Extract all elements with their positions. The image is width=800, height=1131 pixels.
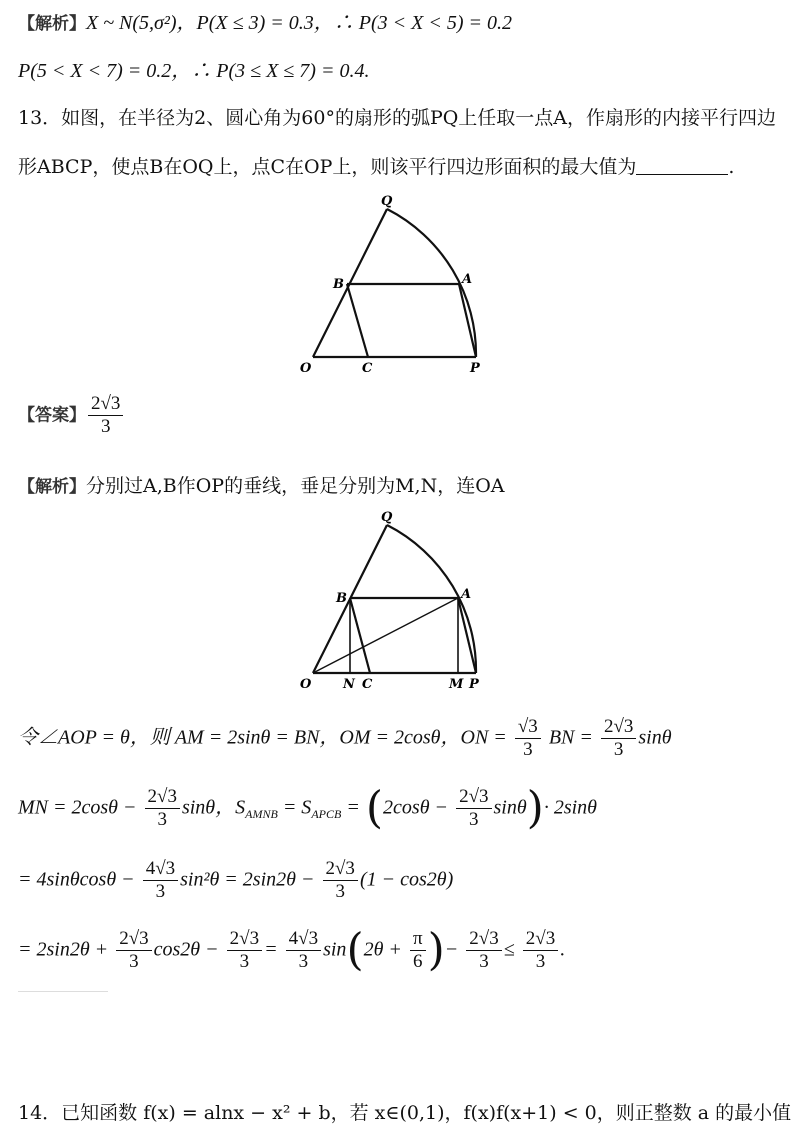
num: 4√3 [286, 928, 321, 951]
den: 3 [157, 808, 167, 830]
segment-OA [313, 598, 458, 673]
label-M-2: M [449, 677, 464, 692]
sol3-part-c: (1 − cos2θ) [359, 868, 454, 891]
sol4-frac-5 [523, 928, 558, 973]
sol4-frac-4 [466, 928, 501, 973]
prev-formula-2: P(5 < X < 7) = 0.2，∴ P(3 ≤ X ≤ 7) = 0.4. [18, 60, 370, 82]
label-B: B [333, 277, 344, 292]
answer-numerator: 2√3 [88, 393, 123, 416]
num: π [410, 928, 426, 951]
sol3-frac-2 [323, 858, 358, 903]
divider [18, 991, 108, 992]
label-A: A [462, 272, 473, 287]
den: 3 [535, 950, 546, 972]
answer-tag: 【答案】 [18, 405, 86, 426]
prev-formula-1: X ~ N(5,σ²)，P(X ≤ 3) = 0.3，∴ P(3 < X < 5) = 0.2 [86, 12, 513, 34]
segment-BC [347, 284, 368, 357]
sol4-part-a: = 2sin2θ + [18, 938, 109, 961]
label-C: C [362, 361, 373, 376]
sol4-inner: 2θ + [363, 938, 402, 961]
label-Q: Q [381, 194, 393, 209]
sol4-part-d: sin [323, 938, 347, 961]
solution-line-3 [18, 858, 453, 903]
solution-line-1 [18, 716, 672, 761]
segment-BC-2 [350, 598, 370, 673]
sol4-frac-3 [286, 928, 321, 973]
analysis-tag: 【解析】 [18, 14, 86, 34]
den: 3 [523, 738, 533, 760]
sol1-part-a: 令∠AOP = θ，则 AM = 2sinθ = BN，OM = 2cosθ，ON = [18, 726, 507, 749]
sol3-part-a: = 4sinθcosθ − [18, 868, 135, 891]
sol2-part-c: = [341, 796, 360, 819]
analysis-text: 分别过A,B作OP的垂线，垂足分别为M,N，连OA [86, 475, 505, 497]
sol2-part-b: sinθ，S [181, 796, 246, 819]
sol2-frac-2 [456, 786, 491, 831]
label-P: P [470, 361, 480, 376]
sol4-part-c: = [264, 938, 278, 961]
solution-line-2 [18, 782, 598, 834]
den: 3 [239, 950, 250, 972]
sol2-inner-a: 2cosθ − [383, 796, 449, 819]
num: 2√3 [227, 928, 262, 951]
den: 3 [469, 808, 479, 830]
den: 6 [413, 950, 423, 972]
answer-line [18, 393, 125, 438]
num: 4√3 [143, 858, 178, 881]
q14-text: 14．已知函数 f(x) = alnx − x² + b，若 x∈(0,1)，f(x)f(x+1) < 0，则正整数 a 的最小值 [18, 1102, 792, 1124]
num: 2√3 [145, 786, 180, 809]
label-B-2: B [336, 591, 347, 606]
label-O-2: O [300, 677, 312, 692]
sol2-eq: = S [277, 796, 312, 819]
sol2-part-d: · 2sinθ [543, 796, 598, 819]
q13-text-line1: 13．如图，在半径为2、圆心角为60°的扇形的弧PQ上任取一点A，作扇形的内接平行四边 [18, 107, 777, 129]
den: 3 [129, 950, 139, 972]
sol4-part-b: cos2θ − [153, 938, 219, 961]
left-paren: ( [365, 782, 384, 834]
sol1-frac-2 [601, 716, 636, 761]
label-N-2: N [343, 677, 355, 692]
sol3-frac-1 [143, 858, 178, 903]
right-paren-2: ) [427, 924, 445, 976]
den: 3 [155, 880, 166, 902]
sol2-sub-1: AMNB [245, 807, 278, 822]
answer-denominator: 3 [100, 415, 111, 437]
sol1-frac-1 [515, 716, 541, 761]
sol3-part-b: sin²θ = 2sin2θ − [180, 868, 315, 891]
sol4-end: . [560, 938, 566, 961]
sol4-part-e: − [444, 938, 459, 961]
left-paren-2: ( [346, 924, 364, 976]
num: 2√3 [456, 786, 491, 809]
sol1-part-c: sinθ [638, 726, 672, 749]
label-O: O [300, 361, 312, 376]
answer-fraction [88, 393, 123, 438]
sol2-frac-1 [145, 786, 180, 831]
num: 2√3 [523, 928, 558, 951]
solution-line-4 [18, 924, 566, 976]
num: √3 [515, 716, 541, 739]
label-C-2: C [362, 677, 373, 692]
num: 2√3 [323, 858, 358, 881]
num: 2√3 [601, 716, 636, 739]
num: 2√3 [116, 928, 151, 951]
den: 3 [613, 738, 624, 760]
q13-period: . [728, 156, 735, 178]
den: 3 [298, 950, 309, 972]
den: 3 [335, 880, 345, 902]
sol2-part-a: MN = 2cosθ − [18, 796, 137, 819]
label-A-2: A [461, 587, 472, 602]
label-P-2: P [469, 677, 479, 692]
sol4-frac-2 [227, 928, 262, 973]
sol4-part-f: ≤ [503, 938, 515, 961]
sol2-sub-2: APCB [311, 807, 342, 822]
sol2-inner-b: sinθ [493, 796, 527, 819]
right-paren: ) [526, 782, 544, 834]
den: 3 [479, 950, 489, 972]
sol4-frac-pi [410, 928, 426, 973]
label-Q-2: Q [381, 510, 393, 525]
sol4-frac-1 [116, 928, 151, 973]
sol1-part-b: BN = [548, 726, 593, 749]
num: 2√3 [466, 928, 501, 951]
q13-text-line2-main: 形ABCP，使点B在OQ上，点C在OP上，则该平行四边形面积的最大值为 [18, 156, 637, 178]
analysis-line [18, 471, 505, 498]
analysis-tag-2: 【解析】 [18, 477, 86, 497]
